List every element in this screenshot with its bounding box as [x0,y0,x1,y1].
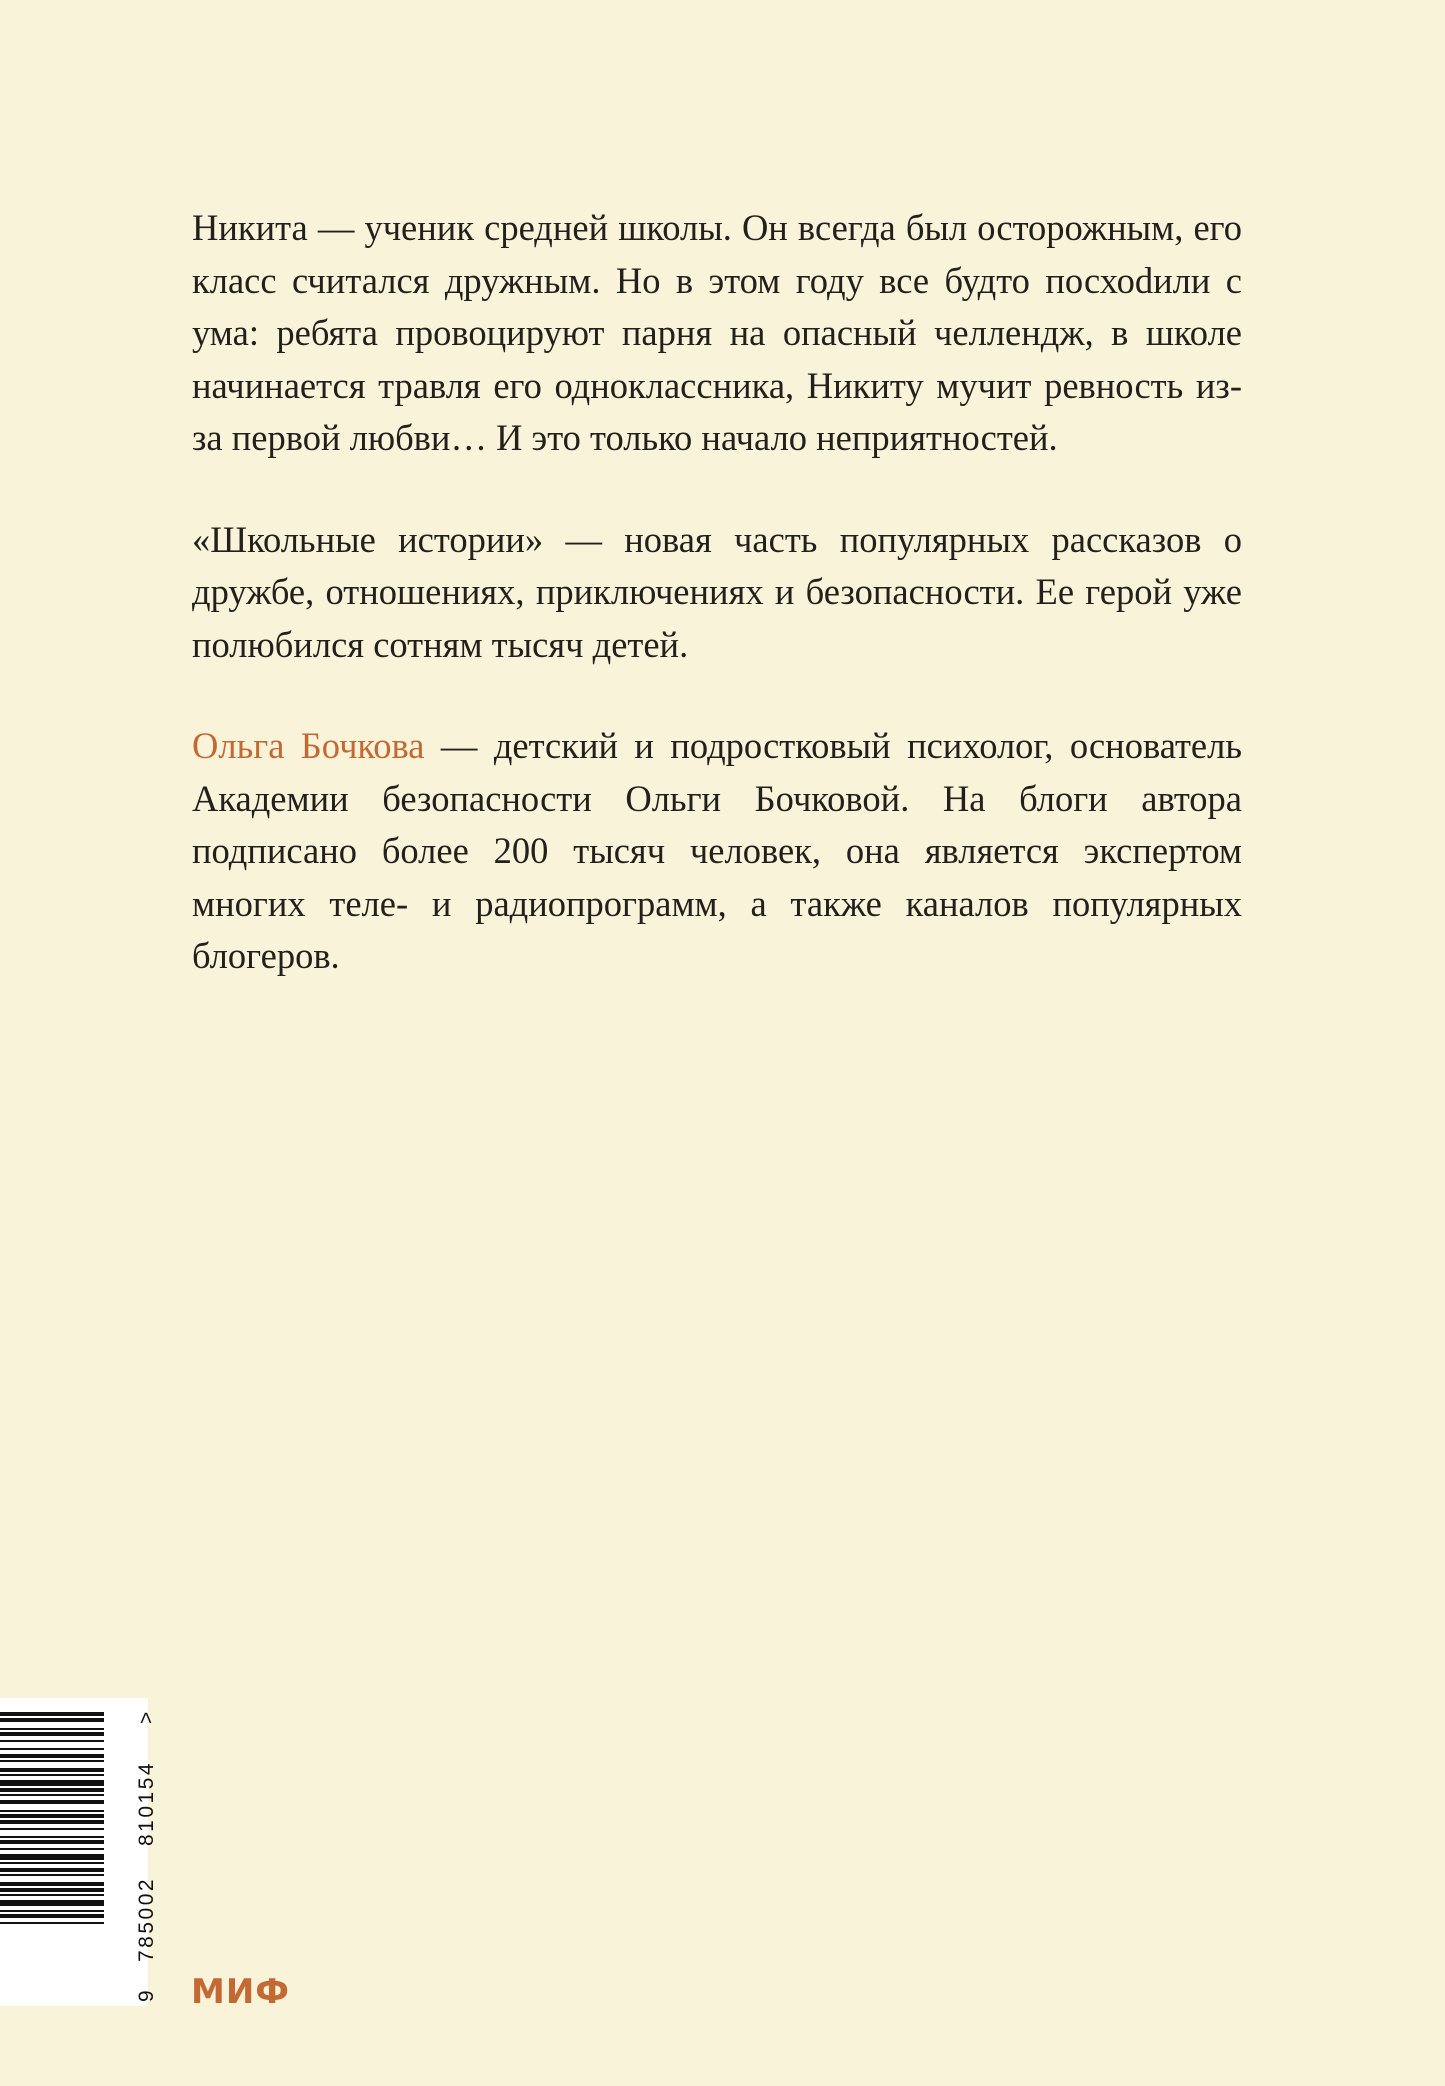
author-name: Ольга Бочкова [192,725,425,766]
barcode-bar [0,1768,104,1772]
barcode-bar [0,1760,104,1762]
barcode-bar [0,1882,104,1886]
barcode-bar [0,1810,104,1812]
publisher-logo: МИФ [191,1972,291,2012]
barcode-bar [0,1732,104,1736]
isbn-digit-group-2: 810154 [135,1760,158,1846]
isbn-digit-group-1: 785002 [135,1876,158,1962]
barcode-bar [0,1820,104,1824]
isbn-lead-digit: 9 [135,1990,158,2002]
barcode-bar [0,1874,104,1876]
book-description-paragraph-2: «Школьные истории» — новая часть популярных рассказов о дружбе, отношениях, приключениях и безопасности. Ее герой уже полюбился сотням тысяч детей. [192,518,1242,665]
barcode-bar [0,1828,104,1830]
barcode-bar [0,1788,104,1792]
barcode-bar [0,1910,104,1912]
barcode-bar [0,1800,104,1804]
barcode-bar [0,1854,104,1860]
author-bio-paragraph [192,720,1242,983]
barcode-bar [0,1740,104,1742]
barcode-bar [0,1914,104,1918]
isbn-barcode [0,1698,158,2006]
barcode-bar [0,1754,104,1758]
barcode-bar [0,1748,104,1750]
isbn-digits [132,1698,172,2006]
barcode-bar [0,1848,104,1850]
barcode-bar [0,1922,104,1924]
barcode-bar [0,1836,104,1838]
barcode-bar [0,1728,104,1730]
book-description-paragraph-1: Никита — ученик средней школы. Он всегда был осторожным, его класс считался дружным. Но в этом году все будто посхоdили с ума: ребята провоцируют парня на опасный челлендж, в школе начинается травля его одноклассника, Никиту мучит ревность из-за первой любви… И это только начало неприятностей. [192,207,1242,458]
isbn-quiet-zone-marker: > [135,1711,158,1724]
back-cover-text [192,202,1242,1032]
author-bio-text: — детский и подростковый психолог, основатель Академии безопасности Ольги Бочковой. На блоги автора подписано более 200 тысяч человек, она является экспертом многих теле- и радиопрограмм, а также каналов популярных блогеров. [192,725,1242,976]
barcode-bar [0,1900,104,1906]
barcode-bar [0,1814,104,1818]
barcode-bar [0,1712,104,1716]
barcode-bar [0,1868,104,1872]
barcode-bar [0,1840,104,1844]
barcode-bar [0,1774,104,1776]
barcode-bar [0,1862,104,1864]
barcode-bar [0,1894,104,1896]
barcode-bar [0,1780,104,1786]
barcode-bar [0,1794,104,1796]
barcode-bar [0,1888,104,1892]
barcode-bar [0,1718,104,1722]
barcode-bars [0,1698,148,2006]
